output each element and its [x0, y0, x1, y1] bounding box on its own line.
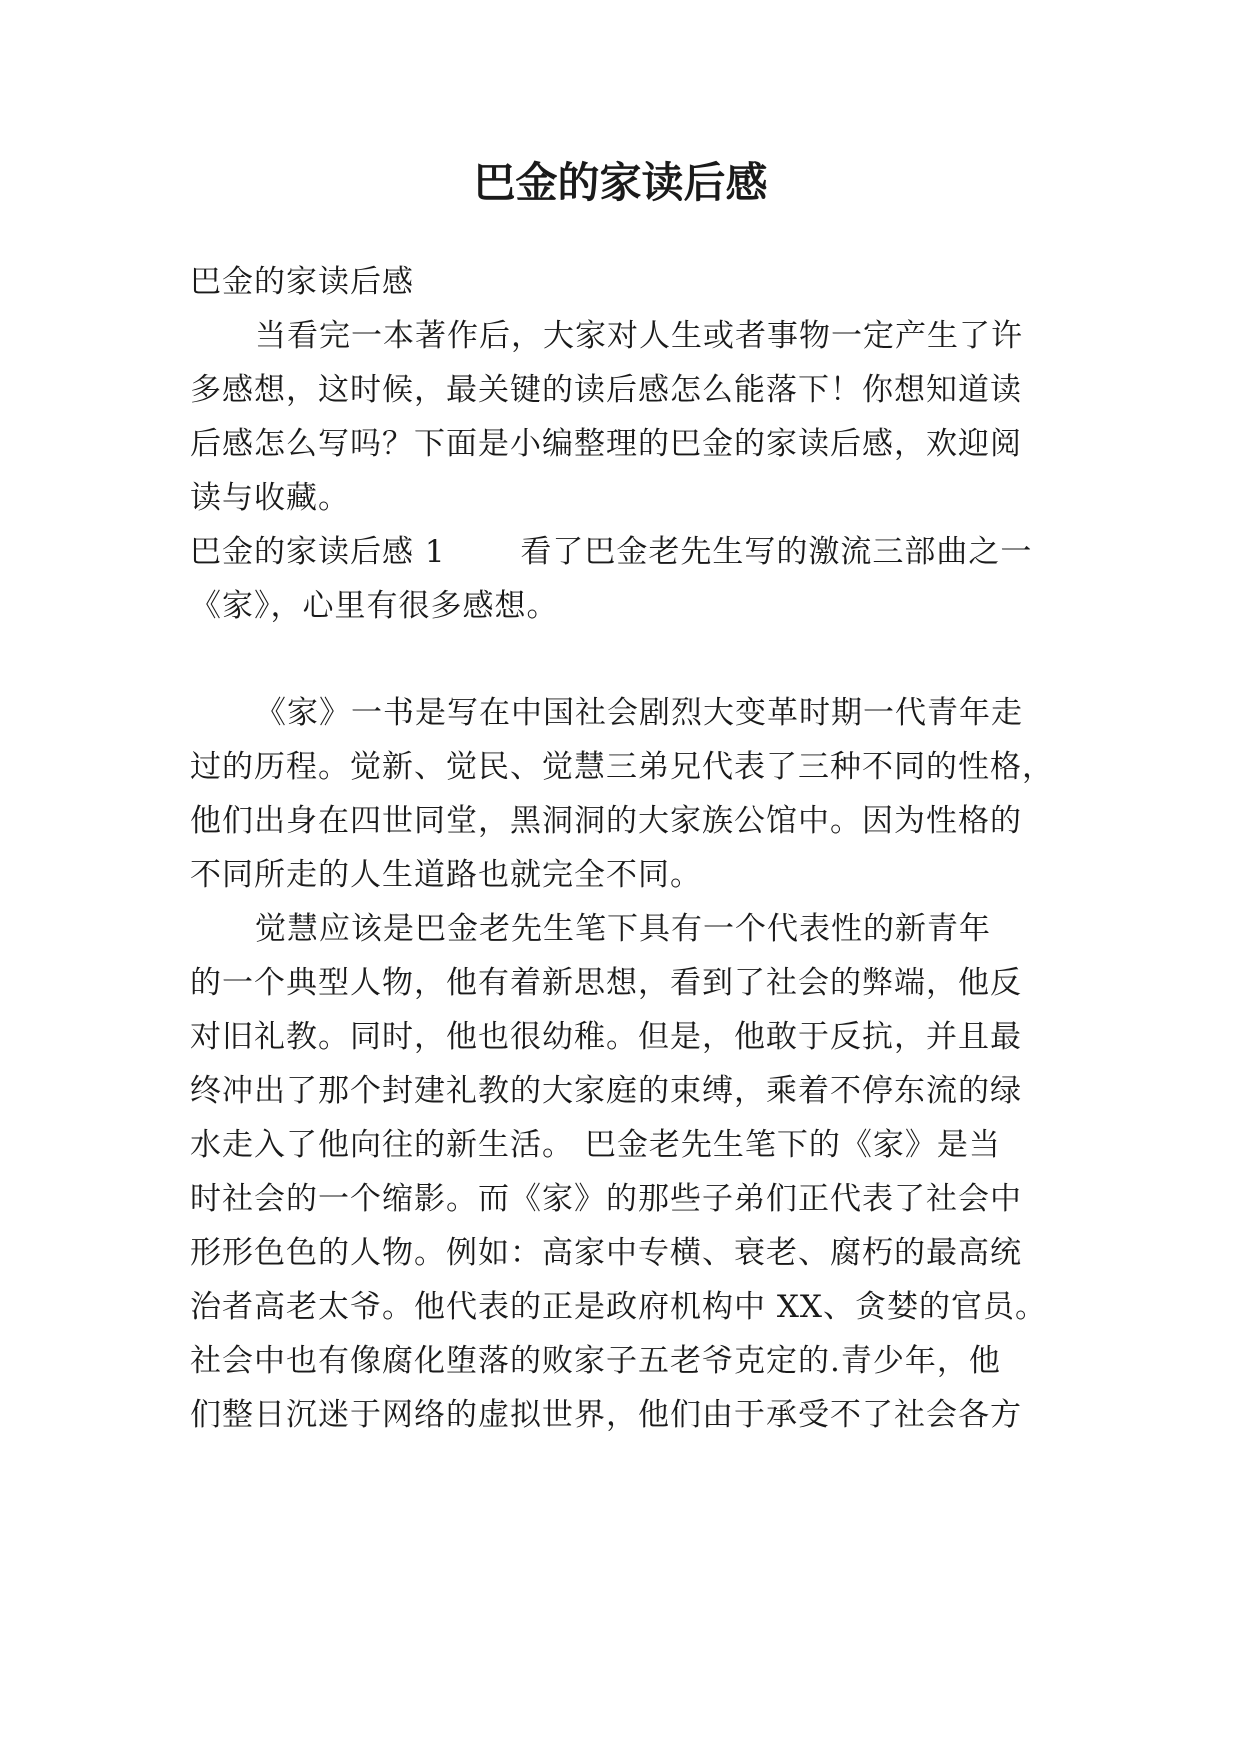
paragraph-line: 读与收藏。 [190, 480, 350, 516]
document-title: 巴金的家读后感 [473, 158, 768, 207]
paragraph-line: 时社会的一个缩影。而《家》的那些子弟们正代表了社会中 [190, 1181, 1022, 1217]
paragraph-line: 水走入了他向往的新生活。 巴金老先生笔下的《家》是当 [190, 1127, 1001, 1163]
paragraph-line: 觉慧应该是巴金老先生笔下具有一个代表性的新青年 [255, 911, 991, 947]
paragraph-line: 过的历程。觉新、觉民、觉慧三弟兄代表了三种不同的性格， [190, 749, 1054, 785]
paragraph-2 [190, 686, 1054, 902]
subtitle-line: 巴金的家读后感 [190, 264, 414, 300]
paragraph-line: 治者高老太爷。他代表的正是政府机构中 XX、贪婪的官员。 [190, 1289, 1047, 1325]
paragraph-line: 形形色色的人物。例如：高家中专横、衰老、腐朽的最高统 [190, 1235, 1022, 1271]
paragraph-line: 他们出身在四世同堂，黑洞洞的大家族公馆中。因为性格的 [190, 803, 1022, 839]
section1-paragraph [190, 525, 1050, 633]
paragraph-3 [190, 902, 1050, 1442]
paragraph-line: 的一个典型人物，他有着新思想，看到了社会的弊端，他反 [190, 965, 1022, 1001]
paragraph-line: 《家》，心里有很多感想。 [190, 588, 559, 624]
paragraph-line: 对旧礼教。同时，他也很幼稚。但是，他敢于反抗，并且最 [190, 1019, 1022, 1055]
paragraph-line: 们整日沉迷于网络的虚拟世界，他们由于承受不了社会各方 [190, 1397, 1022, 1433]
document-subtitle [190, 255, 1050, 309]
paragraph-line: 巴金的家读后感 1 看了巴金老先生写的激流三部曲之一 [190, 534, 1033, 570]
intro-paragraph [190, 309, 1050, 525]
paragraph-line: 《家》一书是写在中国社会剧烈大变革时期一代青年走 [255, 695, 1023, 731]
paragraph-line: 后感怎么写吗？下面是小编整理的巴金的家读后感，欢迎阅 [190, 426, 1022, 462]
paragraph-line: 终冲出了那个封建礼教的大家庭的束缚，乘着不停东流的绿 [190, 1073, 1022, 1109]
paragraph-line: 当看完一本著作后，大家对人生或者事物一定产生了许 [255, 318, 1023, 354]
paragraph-line: 多感想，这时候，最关键的读后感怎么能落下！你想知道读 [190, 372, 1022, 408]
paragraph-line: 社会中也有像腐化堕落的败家子五老爷克定的.青少年，他 [190, 1343, 1001, 1379]
paragraph-line: 不同所走的人生道路也就完全不同。 [190, 857, 702, 893]
